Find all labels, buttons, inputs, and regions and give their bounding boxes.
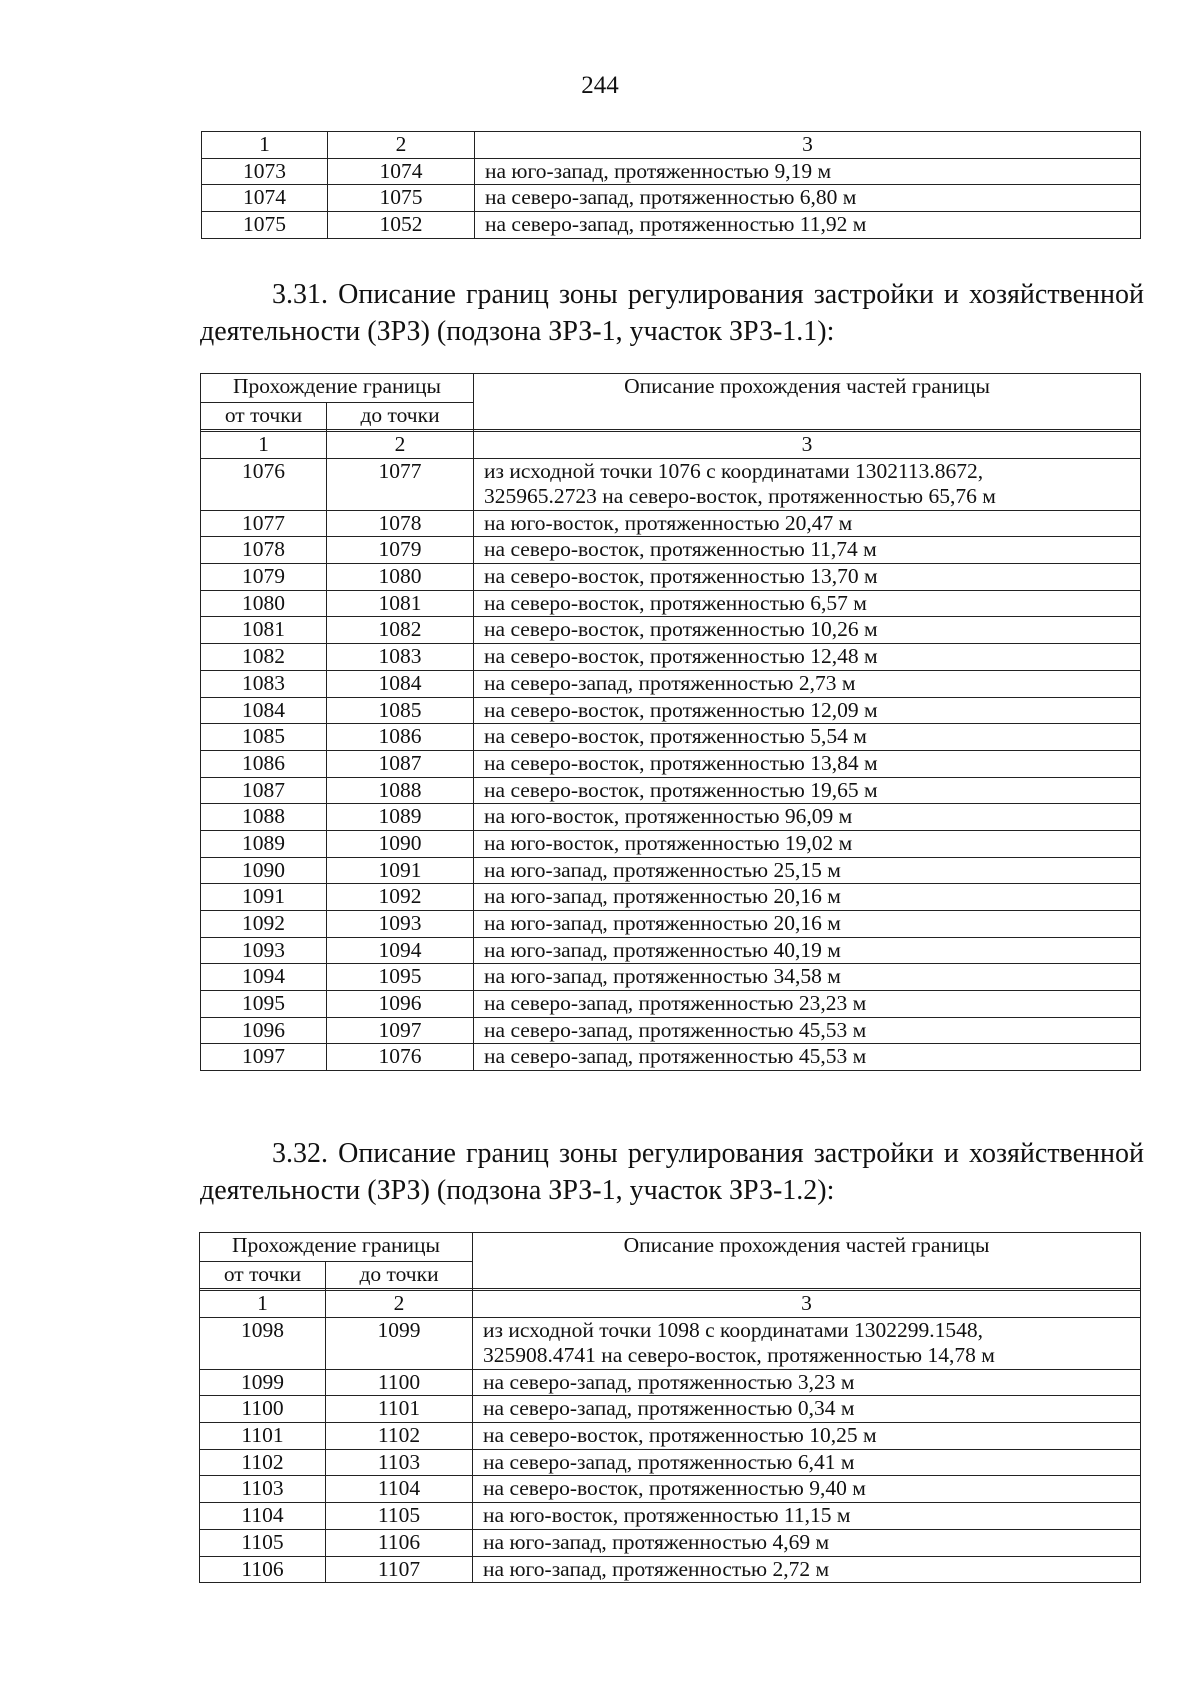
- table-row: [202, 158, 1141, 185]
- segment-description: на юго-запад, протяженностью 40,19 м: [474, 937, 1141, 964]
- table-row: [201, 964, 1141, 991]
- segment-description: [473, 1317, 1141, 1369]
- column-number-row: [200, 1291, 1141, 1318]
- table-row: [201, 857, 1141, 884]
- from-point: 1079: [201, 564, 327, 591]
- column-number: 1: [202, 132, 328, 159]
- from-point: 1078: [201, 537, 327, 564]
- segment-description: на юго-запад, протяженностью 4,69 м: [473, 1529, 1141, 1556]
- from-point: 1087: [201, 777, 327, 804]
- table-row: [201, 564, 1141, 591]
- description-line: 325908.4741 на северо-восток, протяженностью 14,78 м: [483, 1342, 995, 1367]
- to-point: 1103: [326, 1449, 473, 1476]
- column-number-row: [202, 132, 1141, 159]
- segment-description: на северо-запад, протяженностью 6,80 м: [475, 185, 1141, 212]
- from-point: 1094: [201, 964, 327, 991]
- table-row: [201, 697, 1141, 724]
- from-point: 1103: [200, 1476, 326, 1503]
- to-point: 1105: [326, 1503, 473, 1530]
- segment-description: на северо-восток, протяженностью 12,09 м: [474, 697, 1141, 724]
- table-row: [201, 670, 1141, 697]
- column-number-row: [201, 432, 1141, 459]
- from-point: 1083: [201, 670, 327, 697]
- segment-description: на юго-запад, протяженностью 2,72 м: [473, 1556, 1141, 1583]
- to-point: 1089: [327, 804, 474, 831]
- column-number: 2: [328, 132, 475, 159]
- segment-description: на юго-восток, протяженностью 19,02 м: [474, 830, 1141, 857]
- description-line: из исходной точки 1098 с координатами 1302299.1548,: [483, 1317, 983, 1342]
- to-point: 1104: [326, 1476, 473, 1503]
- heading-line: 3.32. Описание границ зоны регулирования застройки и хозяйственной: [272, 1138, 1144, 1169]
- column-number: 2: [327, 432, 474, 459]
- table-row: [201, 1017, 1141, 1044]
- segment-description: на юго-запад, протяженностью 20,16 м: [474, 884, 1141, 911]
- from-point: 1090: [201, 857, 327, 884]
- table-row: [202, 185, 1141, 212]
- column-number: 3: [473, 1291, 1141, 1318]
- segment-description: [474, 458, 1141, 510]
- boundary-table-zrz-1-1: [200, 373, 1141, 1071]
- segment-description: на юго-восток, протяженностью 11,15 м: [473, 1503, 1141, 1530]
- to-point: 1077: [327, 458, 474, 510]
- to-point: 1087: [327, 750, 474, 777]
- table-row: [201, 510, 1141, 537]
- heading-line: деятельности (ЗРЗ) (подзона ЗРЗ-1, участок ЗРЗ-1.2):: [200, 1175, 835, 1206]
- to-point: 1092: [327, 884, 474, 911]
- description-line: из исходной точки 1076 с координатами 1302113.8672,: [484, 458, 984, 483]
- segment-description: на юго-запад, протяженностью 25,15 м: [474, 857, 1141, 884]
- table-row: [200, 1396, 1141, 1423]
- column-number: 1: [201, 432, 327, 459]
- table-row: [200, 1369, 1141, 1396]
- table-row: [201, 1044, 1141, 1071]
- from-point: 1097: [201, 1044, 327, 1071]
- table-row: [201, 830, 1141, 857]
- from-point: 1077: [201, 510, 327, 537]
- segment-description: на северо-восток, протяженностью 10,25 м: [473, 1423, 1141, 1450]
- table-row: [201, 804, 1141, 831]
- to-point: 1076: [327, 1044, 474, 1071]
- from-point: 1075: [202, 212, 328, 239]
- segment-description: на северо-восток, протяженностью 9,40 м: [473, 1476, 1141, 1503]
- from-point: 1099: [200, 1369, 326, 1396]
- header-boundary-passage: Прохождение границы: [201, 374, 474, 403]
- header-to-point: до точки: [327, 403, 474, 430]
- to-point: 1097: [327, 1017, 474, 1044]
- segment-description: на северо-запад, протяженностью 2,73 м: [474, 670, 1141, 697]
- segment-description: на северо-запад, протяженностью 6,41 м: [473, 1449, 1141, 1476]
- page-number: 244: [581, 72, 619, 99]
- to-point: 1052: [328, 212, 475, 239]
- to-point: 1079: [327, 537, 474, 564]
- segment-description: на северо-запад, протяженностью 45,53 м: [474, 1044, 1141, 1071]
- header-from-point: от точки: [201, 403, 327, 430]
- to-point: 1075: [328, 185, 475, 212]
- to-point: 1081: [327, 590, 474, 617]
- table-row: [201, 644, 1141, 671]
- from-point: 1102: [200, 1449, 326, 1476]
- to-point: 1096: [327, 991, 474, 1018]
- to-point: 1074: [328, 158, 475, 185]
- table-row: [201, 617, 1141, 644]
- segment-description: на северо-восток, протяженностью 19,65 м: [474, 777, 1141, 804]
- from-point: 1104: [200, 1503, 326, 1530]
- segment-description: на юго-восток, протяженностью 96,09 м: [474, 804, 1141, 831]
- to-point: 1085: [327, 697, 474, 724]
- table-row: [200, 1476, 1141, 1503]
- segment-description: на северо-запад, протяженностью 3,23 м: [473, 1369, 1141, 1396]
- to-point: 1095: [327, 964, 474, 991]
- segment-description: на юго-запад, протяженностью 20,16 м: [474, 911, 1141, 938]
- to-point: 1083: [327, 644, 474, 671]
- table-row: [200, 1317, 1141, 1369]
- column-number: 3: [474, 432, 1141, 459]
- to-point: 1080: [327, 564, 474, 591]
- segment-description: на юго-восток, протяженностью 20,47 м: [474, 510, 1141, 537]
- segment-description: на северо-восток, протяженностью 6,57 м: [474, 590, 1141, 617]
- header-to-point: до точки: [326, 1262, 473, 1289]
- table-row: [201, 750, 1141, 777]
- table-row: [200, 1423, 1141, 1450]
- table-row: [201, 937, 1141, 964]
- segment-description: на северо-запад, протяженностью 23,23 м: [474, 991, 1141, 1018]
- to-point: 1101: [326, 1396, 473, 1423]
- to-point: 1094: [327, 937, 474, 964]
- from-point: 1080: [201, 590, 327, 617]
- heading-line: деятельности (ЗРЗ) (подзона ЗРЗ-1, участок ЗРЗ-1.1):: [200, 316, 835, 347]
- from-point: 1086: [201, 750, 327, 777]
- table-row: [201, 724, 1141, 751]
- segment-description: на северо-запад, протяженностью 11,92 м: [475, 212, 1141, 239]
- table-row: [201, 991, 1141, 1018]
- boundary-table-zrz-1-2: [199, 1232, 1141, 1583]
- header-description: Описание прохождения частей границы: [474, 374, 1141, 430]
- to-point: 1106: [326, 1529, 473, 1556]
- column-number: 2: [326, 1291, 473, 1318]
- section-heading-3-32: [200, 1135, 1144, 1209]
- to-point: 1107: [326, 1556, 473, 1583]
- from-point: 1091: [201, 884, 327, 911]
- table-row: [202, 212, 1141, 239]
- to-point: 1090: [327, 830, 474, 857]
- from-point: 1089: [201, 830, 327, 857]
- from-point: 1095: [201, 991, 327, 1018]
- heading-line: 3.31. Описание границ зоны регулирования застройки и хозяйственной: [272, 279, 1144, 310]
- segment-description: на северо-восток, протяженностью 5,54 м: [474, 724, 1141, 751]
- to-point: 1102: [326, 1423, 473, 1450]
- from-point: 1074: [202, 185, 328, 212]
- to-point: 1078: [327, 510, 474, 537]
- table-row: [201, 458, 1141, 510]
- to-point: 1088: [327, 777, 474, 804]
- to-point: 1093: [327, 911, 474, 938]
- column-number: 3: [475, 132, 1141, 159]
- from-point: 1098: [200, 1317, 326, 1369]
- segment-description: на северо-восток, протяженностью 10,26 м: [474, 617, 1141, 644]
- to-point: 1084: [327, 670, 474, 697]
- table-row: [201, 590, 1141, 617]
- to-point: 1082: [327, 617, 474, 644]
- from-point: 1088: [201, 804, 327, 831]
- from-point: 1076: [201, 458, 327, 510]
- header-from-point: от точки: [200, 1262, 326, 1289]
- from-point: 1100: [200, 1396, 326, 1423]
- to-point: 1091: [327, 857, 474, 884]
- to-point: 1086: [327, 724, 474, 751]
- segment-description: на юго-запад, протяженностью 34,58 м: [474, 964, 1141, 991]
- segment-description: на северо-запад, протяженностью 0,34 м: [473, 1396, 1141, 1423]
- from-point: 1101: [200, 1423, 326, 1450]
- boundary-table-continuation: [201, 131, 1141, 239]
- segment-description: на северо-восток, протяженностью 11,74 м: [474, 537, 1141, 564]
- from-point: 1093: [201, 937, 327, 964]
- segment-description: на юго-запад, протяженностью 9,19 м: [475, 158, 1141, 185]
- from-point: 1082: [201, 644, 327, 671]
- from-point: 1081: [201, 617, 327, 644]
- description-line: 325965.2723 на северо-восток, протяженностью 65,76 м: [484, 483, 996, 508]
- table-row: [200, 1529, 1141, 1556]
- to-point: 1099: [326, 1317, 473, 1369]
- from-point: 1085: [201, 724, 327, 751]
- from-point: 1073: [202, 158, 328, 185]
- from-point: 1084: [201, 697, 327, 724]
- column-number: 1: [200, 1291, 326, 1318]
- segment-description: на северо-запад, протяженностью 45,53 м: [474, 1017, 1141, 1044]
- section-heading-3-31: [200, 276, 1144, 350]
- from-point: 1105: [200, 1529, 326, 1556]
- segment-description: на северо-восток, протяженностью 13,70 м: [474, 564, 1141, 591]
- segment-description: на северо-восток, протяженностью 12,48 м: [474, 644, 1141, 671]
- header-description: Описание прохождения частей границы: [473, 1233, 1141, 1289]
- from-point: 1092: [201, 911, 327, 938]
- segment-description: на северо-восток, протяженностью 13,84 м: [474, 750, 1141, 777]
- table-row: [201, 884, 1141, 911]
- from-point: 1106: [200, 1556, 326, 1583]
- table-row: [201, 777, 1141, 804]
- table-row: [200, 1503, 1141, 1530]
- table-row: [201, 911, 1141, 938]
- table-row: [200, 1556, 1141, 1583]
- header-boundary-passage: Прохождение границы: [200, 1233, 473, 1262]
- to-point: 1100: [326, 1369, 473, 1396]
- table-row: [200, 1449, 1141, 1476]
- table-row: [201, 537, 1141, 564]
- from-point: 1096: [201, 1017, 327, 1044]
